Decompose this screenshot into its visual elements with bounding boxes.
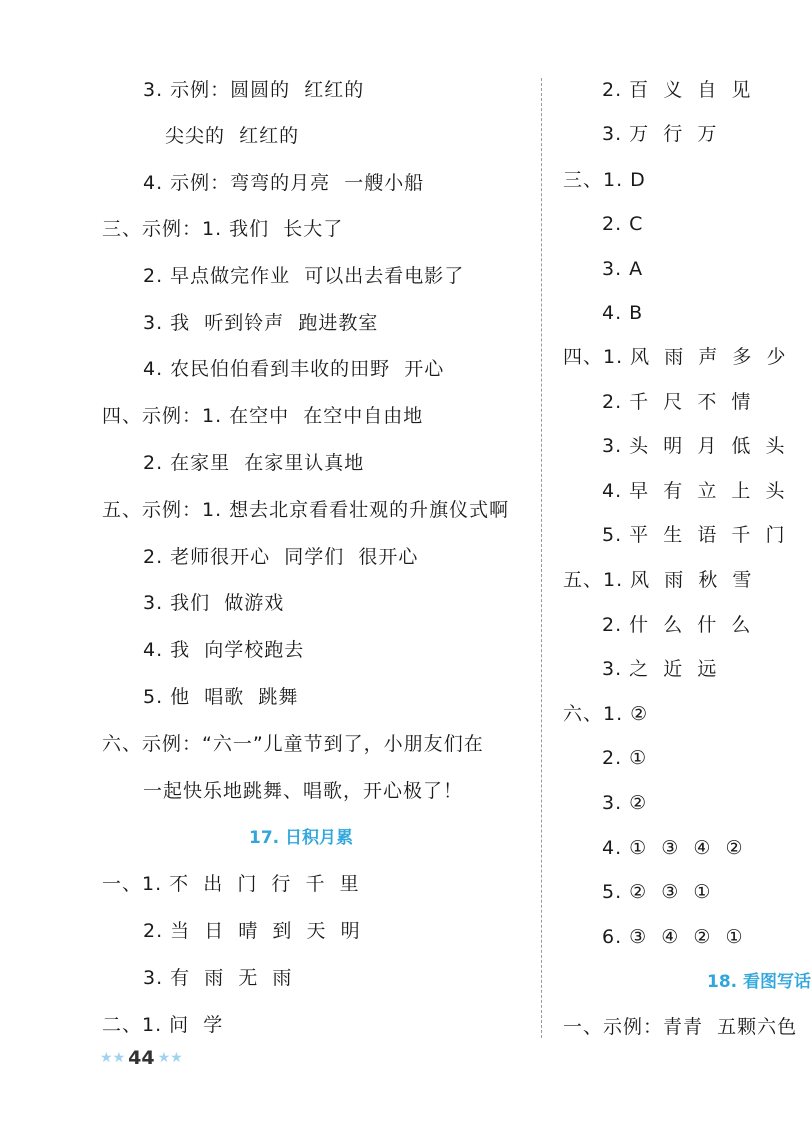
answer-line: 3. 示例：圆圆的 红红的 bbox=[143, 79, 365, 101]
answer-line: 2. 当 日 晴 到 天 明 bbox=[143, 920, 361, 942]
answer-line: 5. 他 唱歌 跳舞 bbox=[143, 686, 299, 708]
star-icon: ★ bbox=[170, 1050, 183, 1066]
answer-line: 2. ① bbox=[602, 747, 648, 769]
answer-line: 4. 我 向学校跑去 bbox=[143, 639, 305, 661]
answer-line: 4. 示例：弯弯的月亮 一艘小船 bbox=[143, 172, 425, 194]
section-heading: 二、1. 问 学 bbox=[102, 1014, 224, 1036]
answer-line: 5. ② ③ ① bbox=[602, 881, 712, 903]
answer-line: 2. 老师很开心 同学们 很开心 bbox=[143, 546, 419, 568]
answer-line: 3. 头 明 月 低 头 bbox=[602, 435, 786, 457]
section-heading: 五、示例：1. 想去北京看看壮观的升旗仪式啊 bbox=[102, 499, 510, 521]
answer-line: 一起快乐地跳舞、唱歌，开心极了！ bbox=[143, 780, 464, 802]
answer-line: 4. 农民伯伯看到丰收的田野 开心 bbox=[143, 358, 445, 380]
star-icon: ★ bbox=[112, 1050, 126, 1066]
unit-title: 17. 日积月累 bbox=[249, 828, 354, 848]
section-heading: 五、1. 风 雨 秋 雪 bbox=[563, 569, 753, 591]
answer-line: 2. 什 么 什 么 bbox=[602, 614, 752, 636]
unit-title: 18. 看图写话 bbox=[707, 972, 811, 992]
answer-line: 2. 千 尺 不 情 bbox=[602, 391, 752, 413]
column-divider bbox=[541, 78, 542, 1038]
answer-line: 3. ② bbox=[602, 792, 648, 814]
page-number: 44 bbox=[128, 1047, 155, 1069]
answer-line: 4. B bbox=[602, 302, 644, 324]
star-icon: ★ bbox=[157, 1050, 171, 1066]
answer-line: 2. 百 义 自 见 bbox=[602, 79, 752, 101]
section-heading: 四、示例：1. 在空中 在空中自由地 bbox=[102, 405, 424, 427]
answer-line: 3. 之 近 远 bbox=[602, 658, 718, 680]
section-heading: 四、1. 风 雨 声 多 少 bbox=[563, 346, 787, 368]
section-heading: 一、示例：青青 五颗六色 bbox=[563, 1016, 798, 1038]
star-icon: ★ bbox=[100, 1050, 113, 1066]
answer-line: 3. 万 行 万 bbox=[602, 123, 718, 145]
answer-line: 4. 早 有 立 上 头 bbox=[602, 480, 786, 502]
answer-line: 2. 在家里 在家里认真地 bbox=[143, 452, 365, 474]
answer-line: 3. A bbox=[602, 258, 644, 280]
answer-line: 3. 我们 做游戏 bbox=[143, 592, 285, 614]
answer-line: 尖尖的 红红的 bbox=[165, 125, 300, 147]
answer-line: 2. 早点做完作业 可以出去看电影了 bbox=[143, 265, 465, 287]
section-heading: 六、1. ② bbox=[563, 703, 649, 725]
section-heading: 六、示例：“六一”儿童节到了，小朋友们在 bbox=[102, 733, 484, 755]
answer-line: 6. ③ ④ ② ① bbox=[602, 926, 744, 948]
answer-line: 4. ① ③ ④ ② bbox=[602, 837, 744, 859]
section-heading: 三、示例：1. 我们 长大了 bbox=[102, 218, 344, 240]
answer-line: 3. 有 雨 无 雨 bbox=[143, 967, 293, 989]
answer-line: 3. 我 听到铃声 跑进教室 bbox=[143, 312, 379, 334]
answer-line: 5. 平 生 语 千 门 bbox=[602, 524, 786, 546]
section-heading: 三、1. D bbox=[563, 169, 646, 191]
section-heading: 一、1. 不 出 门 行 千 里 bbox=[102, 873, 360, 895]
answer-line: 2. C bbox=[602, 213, 644, 235]
page-footer bbox=[100, 1046, 183, 1070]
